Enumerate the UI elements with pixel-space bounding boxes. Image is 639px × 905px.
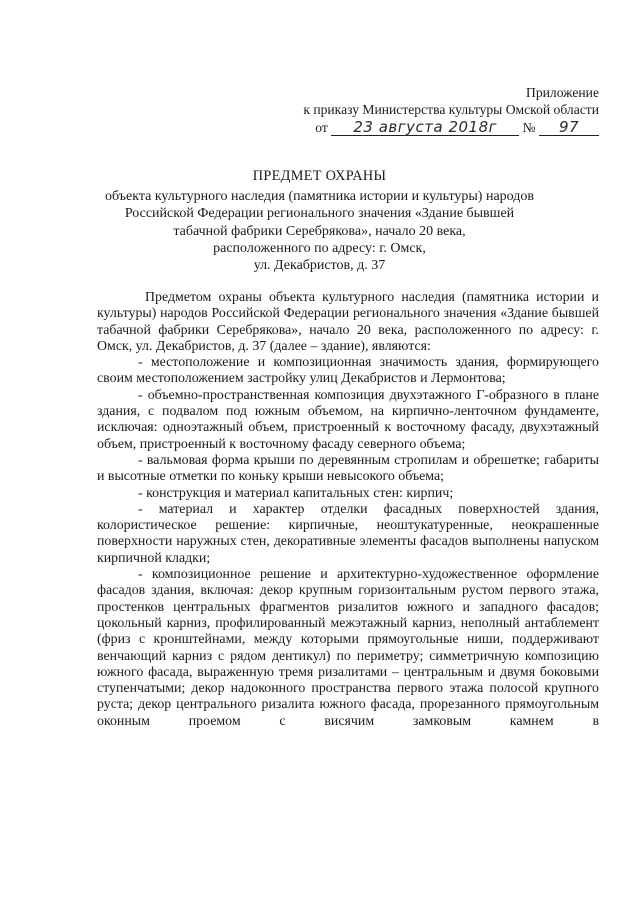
handwritten-number: 97 (558, 118, 580, 136)
list-item: - объемно-пространственная композиция двухэтажного Г-образного в плане здания, с подвалом под южным объемом, на кирпично-ленточном фундаменте, исключая: одноэтажный объем, пристроенный к восточному фасаду, двухэтажный объем, пристроенный к восточному фасаду северного объема; (97, 387, 599, 452)
list-item: - конструкция и материал капитальных стен: кирпич; (138, 485, 454, 501)
list-item: - местоположение и композиционная значимость здания, формирующего своим местоположением застройку улиц Декабристов и Лермонтова; (97, 355, 599, 387)
list-item: - композиционное решение и архитектурно-художественное оформление фасадов здания, включая: декор крупным горизонтальным рустом первого этажа, простенков центральных фрагментов ризалитов южного и западного фасадов; цокольный карниз, профилированный межэтажный карниз, неполный антаблемент (фриз с кронштейнами, между которыми прямоугольные ниши, поддерживают венчающий карниз с рядом дентикул) по периметру; симметричную композицию южного фасада, выраженную тремя ризалитами – центральным и двумя боковыми ступенчатыми; декор надоконного пространства первого этажа полосой крупного руста; декор центрального ризалита южного фасада, прорезанного прямоугольным оконным проемом с висячим замковым камнем в (97, 567, 599, 729)
from-label: от (315, 120, 328, 135)
title-main: ПРЕДМЕТ ОХРАНЫ (252, 168, 387, 184)
title-line: Российской Федерации регионального значения «Здание бывшей (124, 206, 515, 222)
number-label: № (522, 120, 536, 135)
title-line: объекта культурного наследия (памятника истории и культуры) народов (104, 189, 535, 205)
handwritten-date: 23 августа 2018г (353, 118, 498, 136)
title-line: ул. Декабристов, д. 37 (253, 258, 386, 274)
list-item: - вальмовая форма крыши по деревянным стропилам и обрешетке; габариты и высотные отметки по коньку крыши невысокого объема; (97, 452, 599, 485)
appendix-header (303, 84, 599, 136)
title-line: табачной фабрики Серебрякова», начало 20 века, (173, 223, 466, 239)
order-date-number-line (315, 119, 599, 136)
order-date (331, 120, 519, 136)
list-item: - материал и характер отделки фасадных поверхностей здания, колористическое решение: кирпичные, неоштукатуренные, неокрашенные поверхности наружных стен, декоративные элементы фасадов выполнены напуском кирпичной кладки; (97, 501, 599, 566)
document-body (97, 290, 599, 730)
document-title (40, 168, 599, 274)
title-line: расположенного по адресу: г. Омск, (213, 240, 426, 256)
order-reference: к приказу Министерства культуры Омской области (303, 102, 599, 117)
intro-paragraph: Предметом охраны объекта культурного наследия (памятника истории и культуры) народов Российской Федерации регионального значения «Здание бывшей табачной фабрики Серебрякова», начало 20 века, расположенного по адресу: г. Омск, ул. Декабристов, д. 37 (далее – здание), являются: (97, 290, 599, 354)
order-number (539, 120, 599, 136)
appendix-label: Приложение (526, 85, 599, 100)
